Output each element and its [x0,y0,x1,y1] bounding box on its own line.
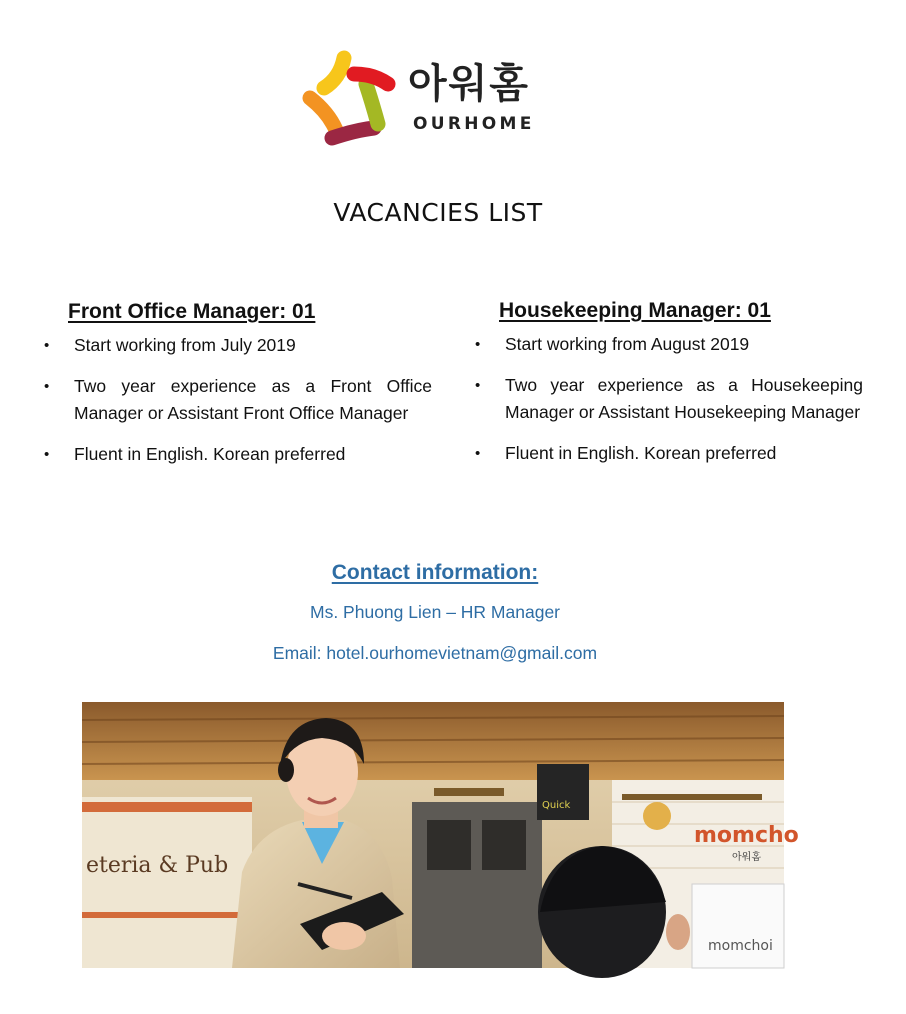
job-heading: Front Office Manager: 01 [68,300,316,323]
sign-quick: Quick [542,800,571,811]
job-requirements [473,331,863,467]
sign-momcho: momcho [694,823,799,848]
counter-text: momchoi [708,938,773,954]
job-requirement-item: • Start working from July 2019 [42,332,432,359]
page-title: VACANCIES LIST [333,198,543,227]
ourhome-logo [300,44,550,154]
contact-email[interactable]: Email: hotel.ourhomevietnam@gmail.com [272,643,598,663]
hotel-reception-photo [82,702,799,968]
job-requirement-item: • Two year experience as a Front Office Manager or Assistant Front Office Manager [42,373,432,427]
job-housekeeping [473,299,863,481]
sign-ourhome: 아워홈 [732,852,761,863]
brand-name-english: OURHOME [413,114,535,134]
contact-person: Ms. Phuong Lien – HR Manager [310,602,560,622]
job-requirements [42,332,432,468]
contact-section [0,561,870,664]
job-requirement-item: • Fluent in English. Korean preferred [473,440,863,467]
contact-heading: Contact information: [331,561,539,584]
job-requirement-item: • Fluent in English. Korean preferred [42,441,432,468]
sign-cafeteria-pub: eteria & Pub [86,853,229,878]
ourhome-star-icon [300,44,400,154]
job-requirement-item: • Start working from August 2019 [473,331,863,358]
brand-name-korean: 아워홈 [408,61,530,107]
job-heading: Housekeeping Manager: 01 [499,299,771,322]
job-requirement-item: • Two year experience as a Housekeeping Manager or Assistant Housekeeping Manager [473,372,863,426]
job-front-office [42,300,432,482]
